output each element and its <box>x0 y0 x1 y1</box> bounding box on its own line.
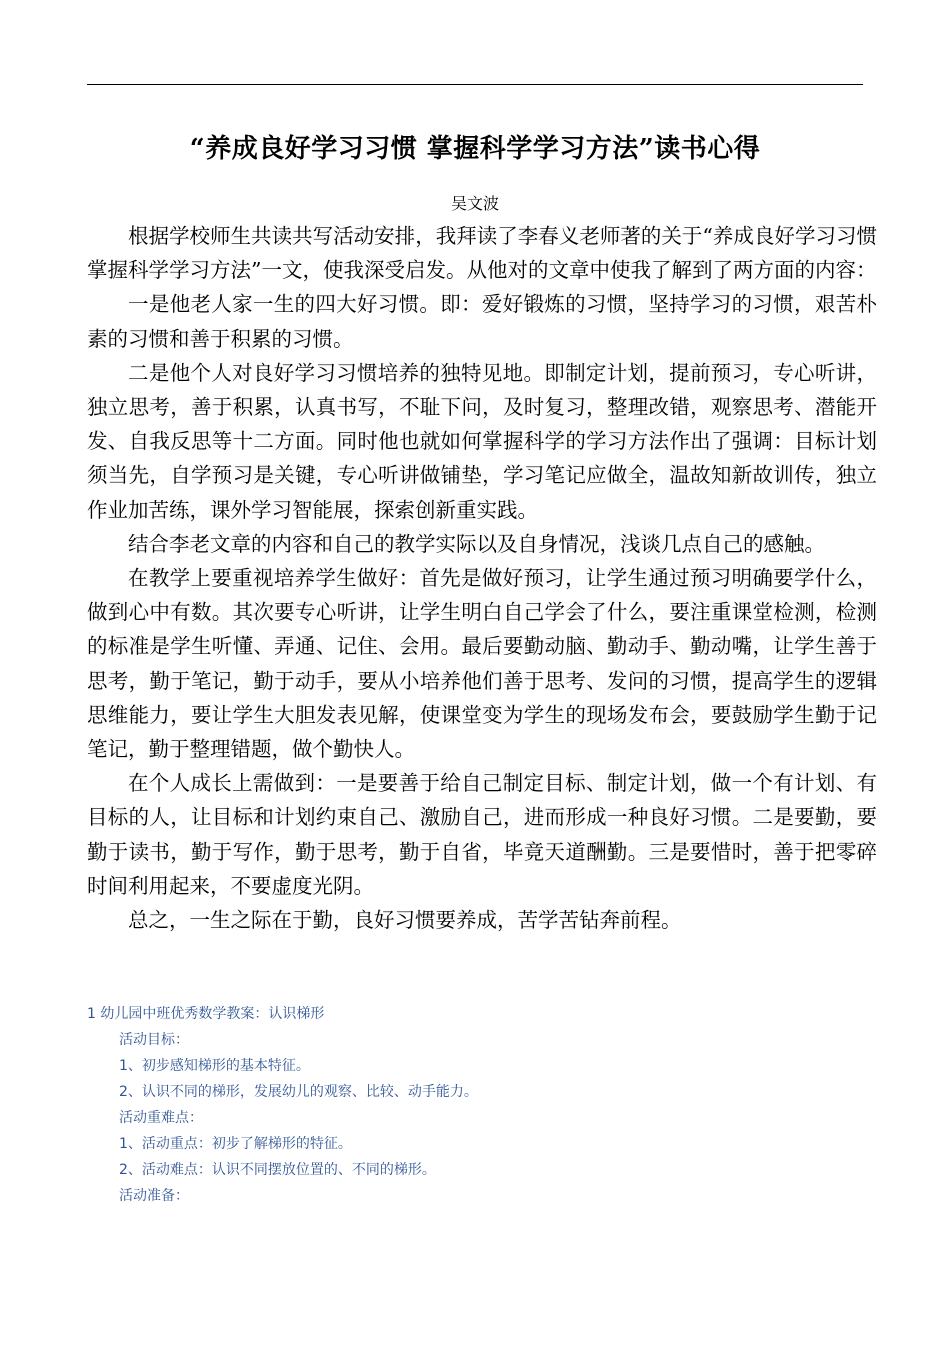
appendix-line: 活动重难点： <box>119 1110 203 1126</box>
appendix-line: 活动准备： <box>119 1188 189 1204</box>
appendix-line: 2、活动难点：认识不同摆放位置的、不同的梯形。 <box>119 1162 436 1178</box>
paragraph: 在教学上要重视培养学生做好：首先是做好预习，让学生通过预习明确要学什么，做到心中有数。其次要专心听讲，让学生明白自己学会了什么，要注重课堂检测，检测的标准是学生听懂、弄通、记住、会用。最后要勤动脑、勤动手、勤动嘴，让学生善于思考，勤于笔记，勤于动手，要从小培养他们善于思考、发问的习惯，提高学生的逻辑思维能力，要让学生大胆发表见解，使课堂变为学生的现场发布会，要鼓励学生勤于记笔记，勤于整理错题，做个勤快人。 <box>87 566 877 762</box>
paragraph: 总之，一生之际在于勤，良好习惯要养成，苦学苦钻奔前程。 <box>128 908 682 933</box>
document-author: 吴文波 <box>450 194 499 213</box>
paragraph: 结合李老文章的内容和自己的教学实际以及自身情况，浅谈几点自己的感触。 <box>128 531 825 556</box>
paragraph: 二是他个人对良好学习习惯培养的独特见地。即制定计划，提前预习，专心听讲，独立思考，善于积累，认真书写，不耻下问，及时复习，整理改错，观察思考、潜能开发、自我反思等十二方面。同时他也就如何掌握科学的学习方法作出了强调：目标计划须当先，自学预习是关键，专心听讲做铺垫，学习笔记应做全，温故知新故训传，独立作业加苦练，课外学习智能展，探索创新重实践。 <box>87 360 877 522</box>
paragraph: 根据学校师生共读共写活动安排，我拜读了李春义老师著的关于“养成良好学习习惯 掌握科学学习方法”一文，使我深受启发。从他对的文章中使我了解到了两方面的内容： <box>87 224 877 283</box>
paragraph: 在个人成长上需做到：一是要善于给自己制定目标、制定计划，做一个有计划、有目标的人，让目标和计划约束自己、激励自己，进而形成一种良好习惯。二是要勤，要勤于读书，勤于写作，勤于思考，勤于自省，毕竟天道酬勤。三是要惜时，善于把零碎时间利用起来，不要虚度光阴。 <box>87 771 877 898</box>
appendix-section <box>87 1001 863 1209</box>
article-body <box>87 219 877 937</box>
appendix-line: 1、活动重点：初步了解梯形的特征。 <box>119 1136 352 1152</box>
appendix-heading: 1 幼儿园中班优秀数学教案：认识梯形 <box>87 1006 325 1022</box>
header-rule <box>87 84 863 85</box>
paragraph: 一是他老人家一生的四大好习惯。即：爱好锻炼的习惯，坚持学习的习惯，艰苦朴素的习惯和善于积累的习惯。 <box>87 292 877 351</box>
appendix-line: 1、初步感知梯形的基本特征。 <box>119 1058 310 1074</box>
document-title: “养成良好学习习惯 掌握科学学习方法”读书心得 <box>189 134 761 164</box>
appendix-line: 2、认识不同的梯形，发展幼儿的观察、比较、动手能力。 <box>119 1084 478 1100</box>
appendix-line: 活动目标： <box>119 1032 189 1048</box>
